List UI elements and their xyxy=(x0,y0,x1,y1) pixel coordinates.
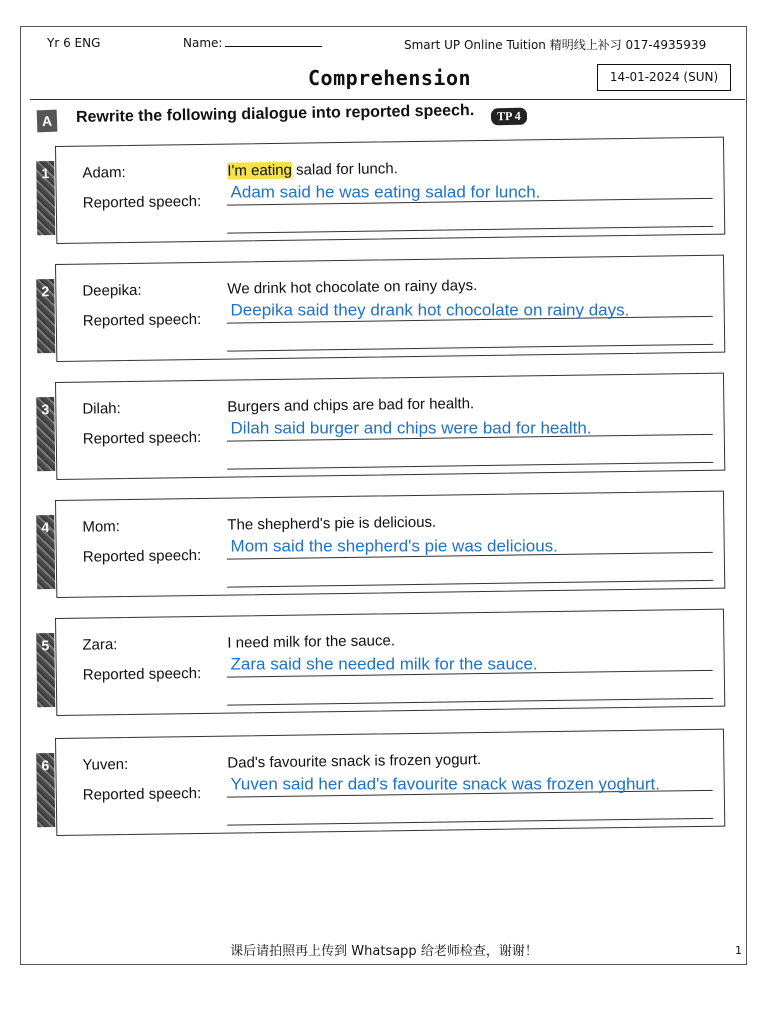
handwritten-answer: Zara said she needed milk for the sauce. xyxy=(230,654,538,674)
reported-speech-label: Reported speech: xyxy=(82,428,202,448)
footer-note: 课后请拍照再上传到 Whatsapp 给老师检查，谢谢！ xyxy=(230,944,538,959)
dialogue-sentence xyxy=(227,632,395,651)
section-badge: A xyxy=(37,110,58,133)
tp-badge: TP 4 xyxy=(491,108,527,126)
date-box: 14-01-2024 (SUN) xyxy=(597,64,731,91)
sentence-text: Burgers and chips are bad for health. xyxy=(227,395,475,416)
speaker-label: Adam: xyxy=(82,164,126,182)
question-number: 2 xyxy=(36,279,55,353)
dialogue-sentence xyxy=(227,160,398,179)
name-field xyxy=(183,36,322,50)
answer-line[interactable] xyxy=(227,698,713,706)
handwritten-answer: Yuven said her dad's favourite snack was frozen yoghurt. xyxy=(230,774,660,794)
speaker-label: Yuven: xyxy=(82,755,129,774)
question-number: 4 xyxy=(36,515,55,589)
sentence-text: I need milk for the sauce. xyxy=(227,632,396,652)
sentence-text: The shepherd's pie is delicious. xyxy=(227,513,437,534)
answer-line[interactable] xyxy=(227,226,713,234)
name-label: Name: xyxy=(183,36,223,50)
tuition-info: Smart UP Online Tuition 精明线上补习 017-4935939 xyxy=(404,38,707,52)
question-box xyxy=(41,491,725,598)
question-number: 5 xyxy=(36,633,55,707)
speaker-label: Zara: xyxy=(82,636,118,654)
page-title: Comprehension xyxy=(308,66,472,90)
question-box xyxy=(41,255,725,362)
reported-speech-label: Reported speech: xyxy=(82,192,202,212)
header-divider xyxy=(30,99,745,100)
page-number: 1 xyxy=(735,944,742,957)
question-number: 3 xyxy=(36,397,55,471)
dialogue-sentence xyxy=(227,751,481,772)
question-box xyxy=(41,373,725,480)
question-box xyxy=(41,729,725,836)
answer-line[interactable] xyxy=(227,344,713,352)
sentence-text: We drink hot chocolate on rainy days. xyxy=(227,277,478,298)
year-label: Yr 6 ENG xyxy=(47,36,101,50)
handwritten-answer: Deepika said they drank hot chocolate on rainy days. xyxy=(230,300,630,320)
dialogue-sentence xyxy=(227,395,474,415)
speaker-label: Deepika: xyxy=(82,281,142,300)
reported-speech-label: Reported speech: xyxy=(82,546,202,566)
reported-speech-label: Reported speech: xyxy=(82,664,202,684)
answer-line[interactable] xyxy=(227,462,713,470)
instruction-text: Rewrite the following dialogue into reported speech. xyxy=(75,102,475,126)
dialogue-sentence xyxy=(227,514,436,534)
highlighted-text: I'm eating xyxy=(227,161,293,180)
handwritten-answer: Adam said he was eating salad for lunch. xyxy=(230,182,541,202)
dialogue-sentence xyxy=(227,277,477,297)
sentence-text: salad for lunch. xyxy=(291,160,398,179)
speaker-label: Mom: xyxy=(82,518,120,536)
question-box xyxy=(41,137,725,244)
handwritten-answer: Dilah said burger and chips were bad for health. xyxy=(230,418,592,438)
answer-line[interactable] xyxy=(227,818,713,826)
handwritten-answer: Mom said the shepherd's pie was delicious. xyxy=(230,536,558,556)
question-box xyxy=(41,609,725,716)
speaker-label: Dilah: xyxy=(82,400,121,418)
answer-line[interactable] xyxy=(227,580,713,588)
reported-speech-label: Reported speech: xyxy=(82,784,202,804)
name-blank[interactable] xyxy=(225,36,322,47)
question-number: 1 xyxy=(36,161,55,235)
sentence-text: Dad's favourite snack is frozen yogurt. xyxy=(227,751,482,772)
question-number: 6 xyxy=(36,753,55,827)
reported-speech-label: Reported speech: xyxy=(82,310,202,330)
